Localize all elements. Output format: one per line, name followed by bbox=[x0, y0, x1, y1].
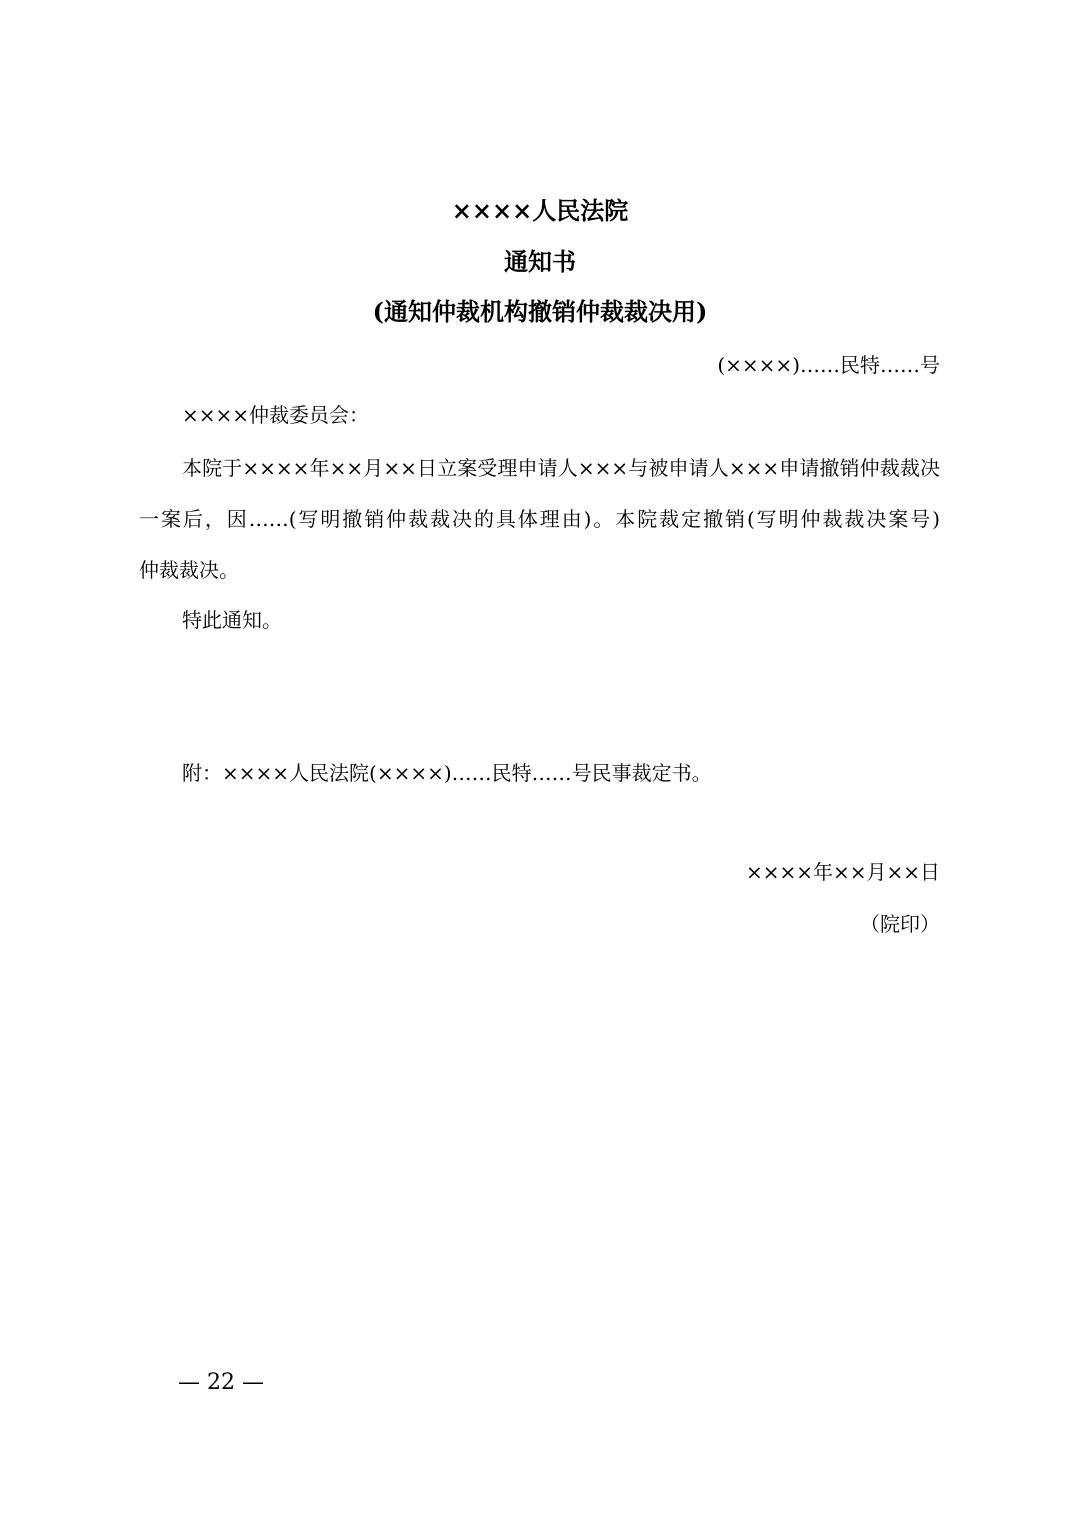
attachment-note: 附：××××人民法院(××××)……民特……号民事裁定书。 bbox=[182, 761, 712, 785]
case-number: (××××)……民特……号 bbox=[717, 353, 940, 377]
closing-text: 特此通知。 bbox=[182, 608, 282, 632]
issue-date: ××××年××月××日 bbox=[745, 860, 940, 884]
court-title: ××××人民法院 bbox=[451, 196, 629, 225]
body-paragraph-line-3: 仲裁裁决。 bbox=[139, 558, 239, 582]
body-paragraph-line-2: 一案后，因……(写明撤销仲裁裁决的具体理由)。本院裁定撤销(写明仲裁裁决案号) bbox=[139, 507, 940, 531]
addressee: ××××仲裁委员会： bbox=[182, 403, 370, 427]
document-type-title: 通知书 bbox=[504, 247, 576, 276]
page-number: — 22 — bbox=[178, 1370, 264, 1395]
document-subtitle: (通知仲裁机构撤销仲裁裁决用) bbox=[372, 297, 708, 326]
body-paragraph-line-1: 本院于××××年××月××日立案受理申请人×××与被申请人×××申请撤销仲裁裁决 bbox=[182, 456, 940, 480]
court-seal: （院印） bbox=[860, 912, 940, 936]
